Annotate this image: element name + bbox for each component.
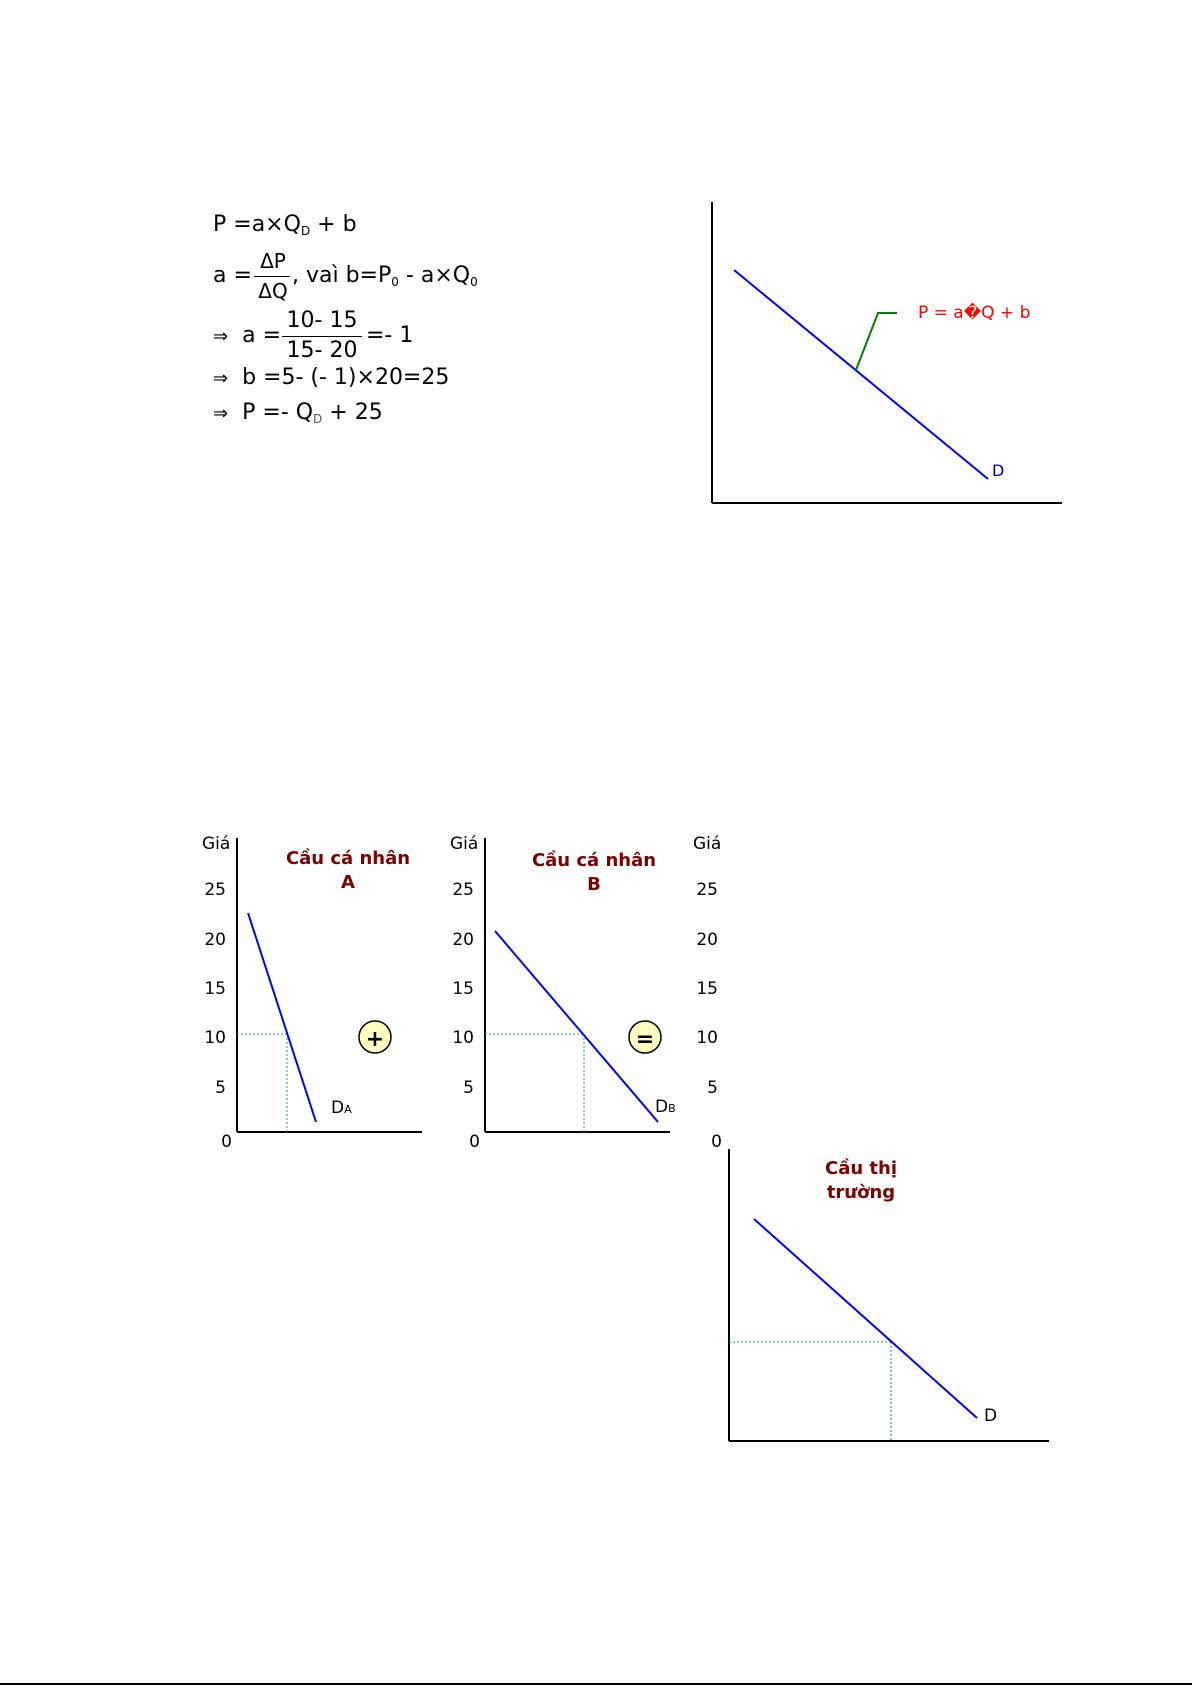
curve-label-d: D — [331, 1098, 345, 1118]
curve-label-subscript: A — [344, 1103, 352, 1116]
y-tick-label: 25 — [204, 880, 226, 900]
y-tick-label: 10 — [696, 1028, 718, 1048]
callout-label: P = a�Q + b — [918, 303, 1031, 323]
plus-operator-symbol: + — [365, 1027, 385, 1052]
market-demand-chart — [693, 834, 1049, 1441]
implies-arrow: ⇒ — [213, 403, 229, 424]
equals-operator-symbol: = — [635, 1027, 655, 1052]
y-tick-labels — [452, 880, 480, 1152]
formula-subscript: D — [313, 412, 323, 426]
y-tick-labels — [696, 880, 722, 1152]
y-tick-label: 10 — [204, 1028, 226, 1048]
formula-text: , vaì b=P — [292, 263, 392, 288]
y-tick-label: 5 — [463, 1078, 474, 1098]
y-tick-label: 20 — [696, 930, 718, 950]
formula-subscript: D — [300, 224, 311, 238]
y-axis-label: Giá — [450, 834, 479, 854]
curve-label-d: D — [992, 461, 1005, 480]
formula-subscript: 0 — [391, 275, 399, 289]
formula-text: + 25 — [322, 400, 383, 425]
panel-a-chart — [202, 834, 422, 1152]
y-tick-label: 15 — [204, 979, 226, 999]
fraction-numerator: ΔP — [260, 249, 286, 273]
y-tick-label: 25 — [696, 880, 718, 900]
implies-arrow: ⇒ — [213, 326, 229, 347]
y-tick-label: 0 — [711, 1132, 722, 1152]
y-tick-labels — [204, 880, 232, 1152]
formula-line-3-rhs: =- 1 — [366, 323, 414, 348]
demand-curve-a — [248, 913, 316, 1122]
formula-text: + b — [310, 212, 357, 237]
panel-title-letter: A — [341, 872, 355, 893]
y-tick-label: 5 — [215, 1078, 226, 1098]
formula-text: b =5- (- 1)×20=25 — [242, 365, 450, 390]
y-tick-label: 15 — [696, 979, 718, 999]
market-demand-curve — [754, 1219, 977, 1418]
curve-label-subscript: B — [668, 1102, 676, 1115]
y-axis-label: Giá — [693, 834, 722, 854]
fraction-denominator: 15- 20 — [286, 338, 358, 363]
demand-curve — [734, 270, 988, 479]
y-tick-label: 0 — [469, 1132, 480, 1152]
y-tick-label: 0 — [221, 1132, 232, 1152]
y-tick-label: 20 — [452, 930, 474, 950]
implies-arrow: ⇒ — [213, 368, 229, 389]
panel-title: Cầu cá nhân — [531, 850, 657, 871]
panel-title: Cầu cá nhân — [285, 848, 411, 869]
panel-title: Cầu thị — [824, 1158, 898, 1179]
y-tick-label: 15 — [452, 979, 474, 999]
top-demand-chart — [712, 202, 1062, 503]
formula-text: a = — [213, 263, 252, 288]
callout-leader-line — [856, 313, 897, 370]
y-axis-label: Giá — [202, 834, 231, 854]
curve-label-d: D — [655, 1097, 669, 1117]
formula-text: P =a×Q — [213, 212, 301, 237]
y-tick-label: 5 — [707, 1078, 718, 1098]
fraction-denominator: ΔQ — [258, 279, 288, 303]
formula-text: - a×Q — [398, 263, 471, 288]
fraction-numerator: 10- 15 — [286, 308, 358, 333]
y-tick-label: 10 — [452, 1028, 474, 1048]
formula-text: P =- Q — [242, 400, 314, 425]
curve-label — [655, 1097, 676, 1117]
curve-label — [331, 1098, 352, 1118]
formula-text: a = — [242, 323, 282, 348]
formula-subscript: 0 — [470, 275, 478, 289]
panel-b-chart — [450, 834, 676, 1152]
y-tick-label: 25 — [452, 880, 474, 900]
y-tick-label: 20 — [204, 930, 226, 950]
panel-title-letter: B — [587, 874, 601, 895]
panel-title-line-2: trường — [826, 1182, 896, 1203]
curve-label-d: D — [984, 1406, 998, 1426]
